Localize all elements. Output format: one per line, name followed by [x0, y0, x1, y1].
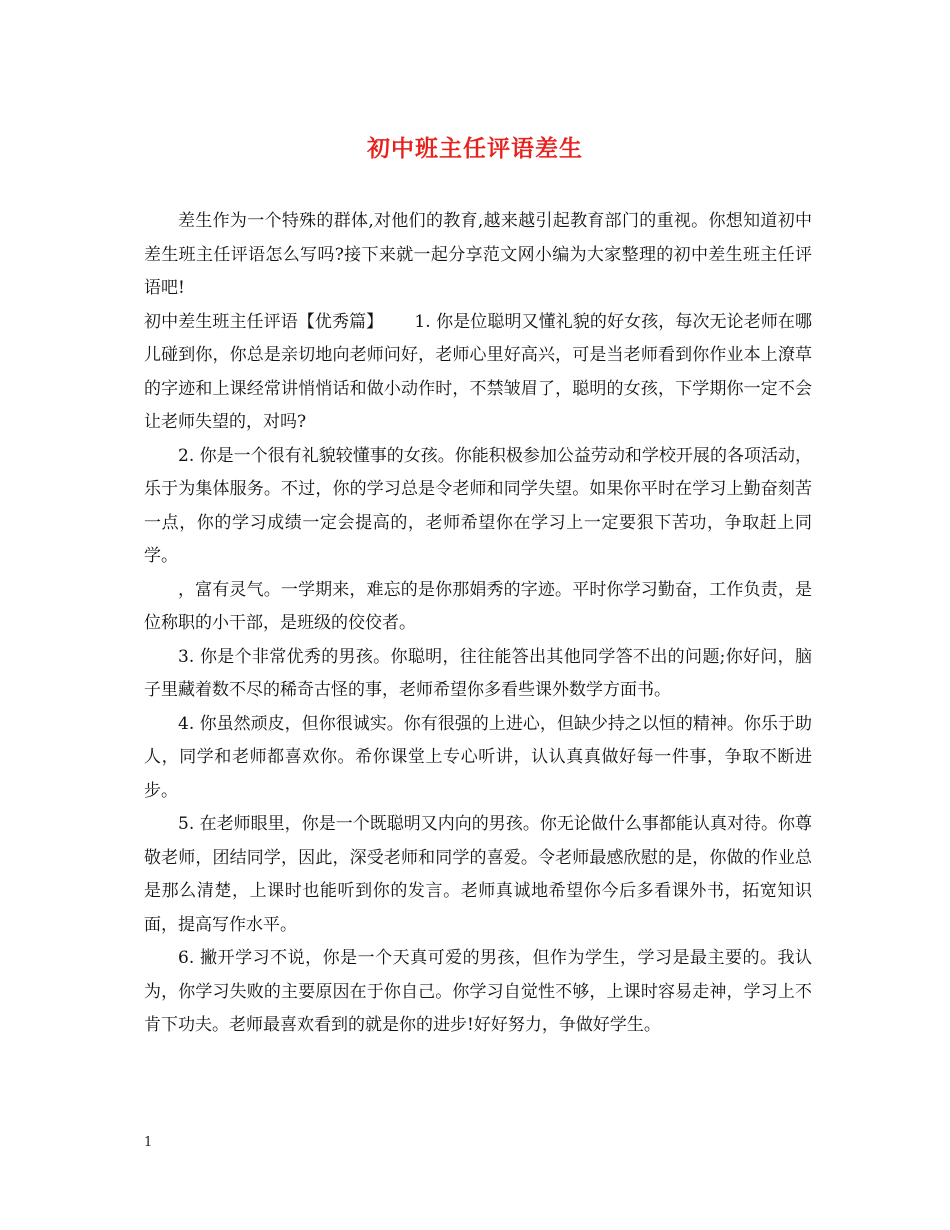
section-heading-paragraph: 初中差生班主任评语【优秀篇】 1. 你是位聪明又懂礼貌的好女孩，每次无论老师在哪儿碰到你，你总是亲切地向老师问好，老师心里好高兴，可是当老师看到你作业本上潦草的字迹和上课经常讲悄悄话和做小动作时，不禁皱眉了，聪明的女孩，下学期你一定不会让老师失望的，对吗? [144, 311, 812, 432]
comment-paragraph-fragment: ，富有灵气。一学期来，难忘的是你那娟秀的字迹。平时你学习勤奋，工作负责，是位称职的小干部，是班级的佼佼者。 [144, 579, 812, 633]
comment-paragraph-3: 3. 你是个非常优秀的男孩。你聪明，往往能答出其他同学答不出的问题;你好问，脑子里藏着数不尽的稀奇古怪的事，老师希望你多看些课外数学方面书。 [144, 646, 812, 700]
document-title: 初中班主任评语差生 [367, 135, 583, 162]
comment-paragraph-4: 4. 你虽然顽皮，但你很诚实。你有很强的上进心，但缺少持之以恒的精神。你乐于助人，同学和老师都喜欢你。希你课堂上专心听讲，认认真真做好每一件事，争取不断进步。 [144, 713, 812, 801]
comment-paragraph-2: 2. 你是一个很有礼貌较懂事的女孩。你能积极参加公益劳动和学校开展的各项活动，乐于为集体服务。不过，你的学习总是令老师和同学失望。如果你平时在学习上勤奋刻苦一点，你的学习成绩一定会提高的，老师希望你在学习上一定要狠下苦功，争取赶上同学。 [144, 445, 812, 566]
intro-paragraph: 差生作为一个特殊的群体,对他们的教育,越来越引起教育部门的重视。你想知道初中差生班主任评语怎么写吗?接下来就一起分享范文网小编为大家整理的初中差生班主任评语吧! [144, 211, 812, 298]
comment-paragraph-6: 6. 撇开学习不说，你是一个天真可爱的男孩，但作为学生，学习是最主要的。我认为，你学习失败的主要原因在于你自己。你学习自觉性不够，上课时容易走神，学习上不肯下功夫。老师最喜欢看到的就是你的进步!好好努力，争做好学生。 [144, 948, 812, 1035]
comment-paragraph-5: 5. 在老师眼里，你是一个既聪明又内向的男孩。你无论做什么事都能认真对待。你尊敬老师，团结同学，因此，深受老师和同学的喜爱。令老师最感欣慰的是，你做的作业总是那么清楚，上课时也能听到你的发言。老师真诚地希望你今后多看课外书，拓宽知识面，提高写作水平。 [144, 814, 812, 935]
page-number: 1 [144, 1135, 153, 1150]
document-body [144, 205, 812, 1043]
